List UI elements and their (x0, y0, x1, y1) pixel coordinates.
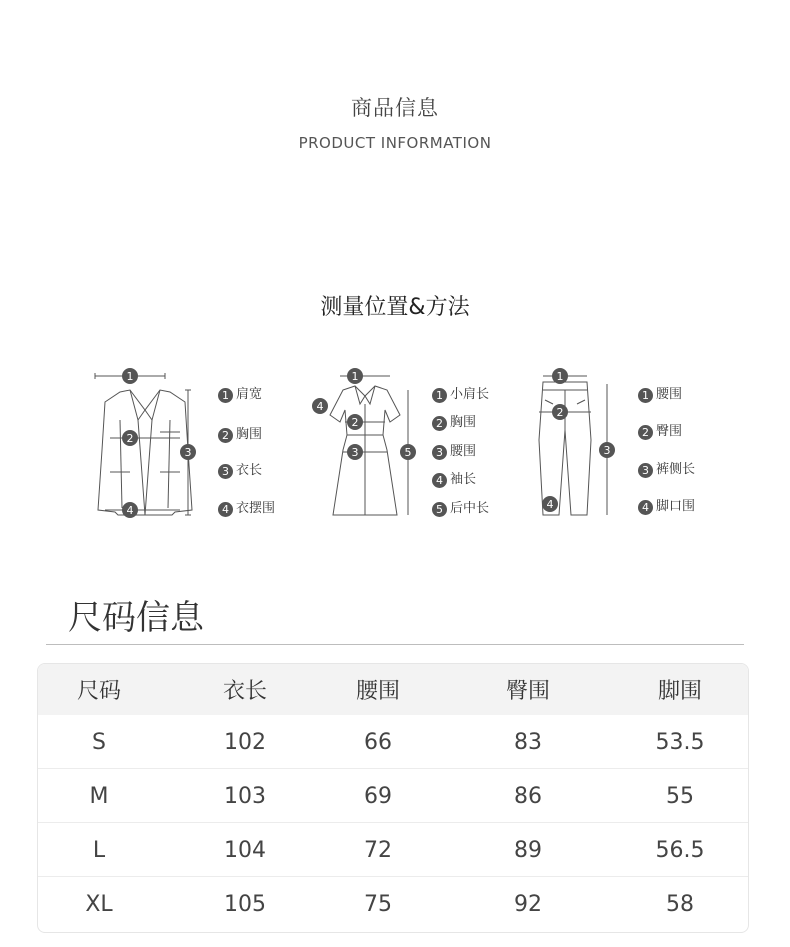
column-header: 脚围 (657, 679, 702, 704)
jacket-legend-3: 3 衣长 (218, 463, 262, 480)
column-header: 臀围 (505, 679, 550, 704)
marker-3: 3 (184, 446, 192, 459)
pants-legend-3: 3 裤侧长 (638, 462, 695, 479)
marker-3: 3 (603, 444, 611, 457)
marker-2: 2 (126, 432, 134, 445)
dress-legend-2: 2 胸围 (432, 415, 476, 432)
marker-4: 4 (316, 400, 324, 413)
jacket-legend-2: 2 胸围 (218, 427, 262, 444)
table-cell: 92 (514, 891, 542, 917)
page-title-cn: 商品信息 (351, 96, 439, 120)
table-cell: 104 (224, 837, 266, 863)
divider (46, 644, 744, 645)
table-cell: L (92, 837, 106, 863)
column-header: 衣长 (222, 679, 267, 704)
size-title: 尺码信息 (68, 598, 204, 638)
size-table (37, 663, 749, 933)
pants-legend-1: 1 腰围 (638, 387, 682, 404)
marker-4: 4 (126, 504, 134, 517)
dress-legend-1: 1 小肩长 (432, 387, 489, 404)
table-cell: 72 (364, 837, 392, 863)
page-title-en: PRODUCT INFORMATION (298, 134, 492, 152)
dress-legend-3: 3 腰围 (432, 444, 476, 461)
table-cell: 86 (514, 783, 542, 809)
table-cell: 103 (224, 783, 266, 809)
marker-5: 5 (404, 446, 412, 459)
table-cell: 55 (666, 783, 694, 809)
marker-4: 4 (546, 498, 554, 511)
dress-legend-4: 4 袖长 (432, 472, 476, 489)
table-cell: S (92, 729, 106, 755)
marker-2: 2 (351, 416, 359, 429)
column-header: 腰围 (355, 679, 400, 704)
table-cell: 66 (364, 729, 392, 755)
pants-legend-2: 2 臀围 (638, 424, 682, 441)
column-header: 尺码 (76, 679, 121, 704)
table-cell: 56.5 (655, 837, 705, 863)
marker-1: 1 (351, 370, 359, 383)
table-cell: 75 (364, 891, 392, 917)
table-cell: 69 (364, 783, 392, 809)
pants-illustration (525, 360, 625, 530)
table-cell: 105 (224, 891, 266, 917)
jacket-legend-1: 1 肩宽 (218, 387, 262, 404)
table-cell: 89 (514, 837, 542, 863)
table-header-row (38, 664, 748, 715)
table-row (38, 877, 748, 931)
pants-legend-4: 4 脚口围 (638, 499, 695, 516)
table-row (38, 715, 748, 769)
marker-1: 1 (126, 370, 134, 383)
table-cell: 53.5 (655, 729, 705, 755)
dress-illustration (305, 360, 425, 530)
dress-legend-5: 5 后中长 (432, 501, 489, 518)
table-row (38, 823, 748, 877)
marker-2: 2 (556, 406, 564, 419)
table-cell: 102 (224, 729, 266, 755)
table-cell: 83 (514, 729, 542, 755)
table-cell: XL (85, 891, 113, 917)
table-cell: M (89, 783, 109, 809)
table-row (38, 769, 748, 823)
marker-1: 1 (556, 370, 564, 383)
jacket-legend-4: 4 衣摆围 (218, 501, 275, 518)
table-cell: 58 (666, 891, 694, 917)
marker-3: 3 (351, 446, 359, 459)
jacket-illustration (80, 360, 210, 530)
measure-title: 测量位置&方法 (320, 295, 470, 320)
